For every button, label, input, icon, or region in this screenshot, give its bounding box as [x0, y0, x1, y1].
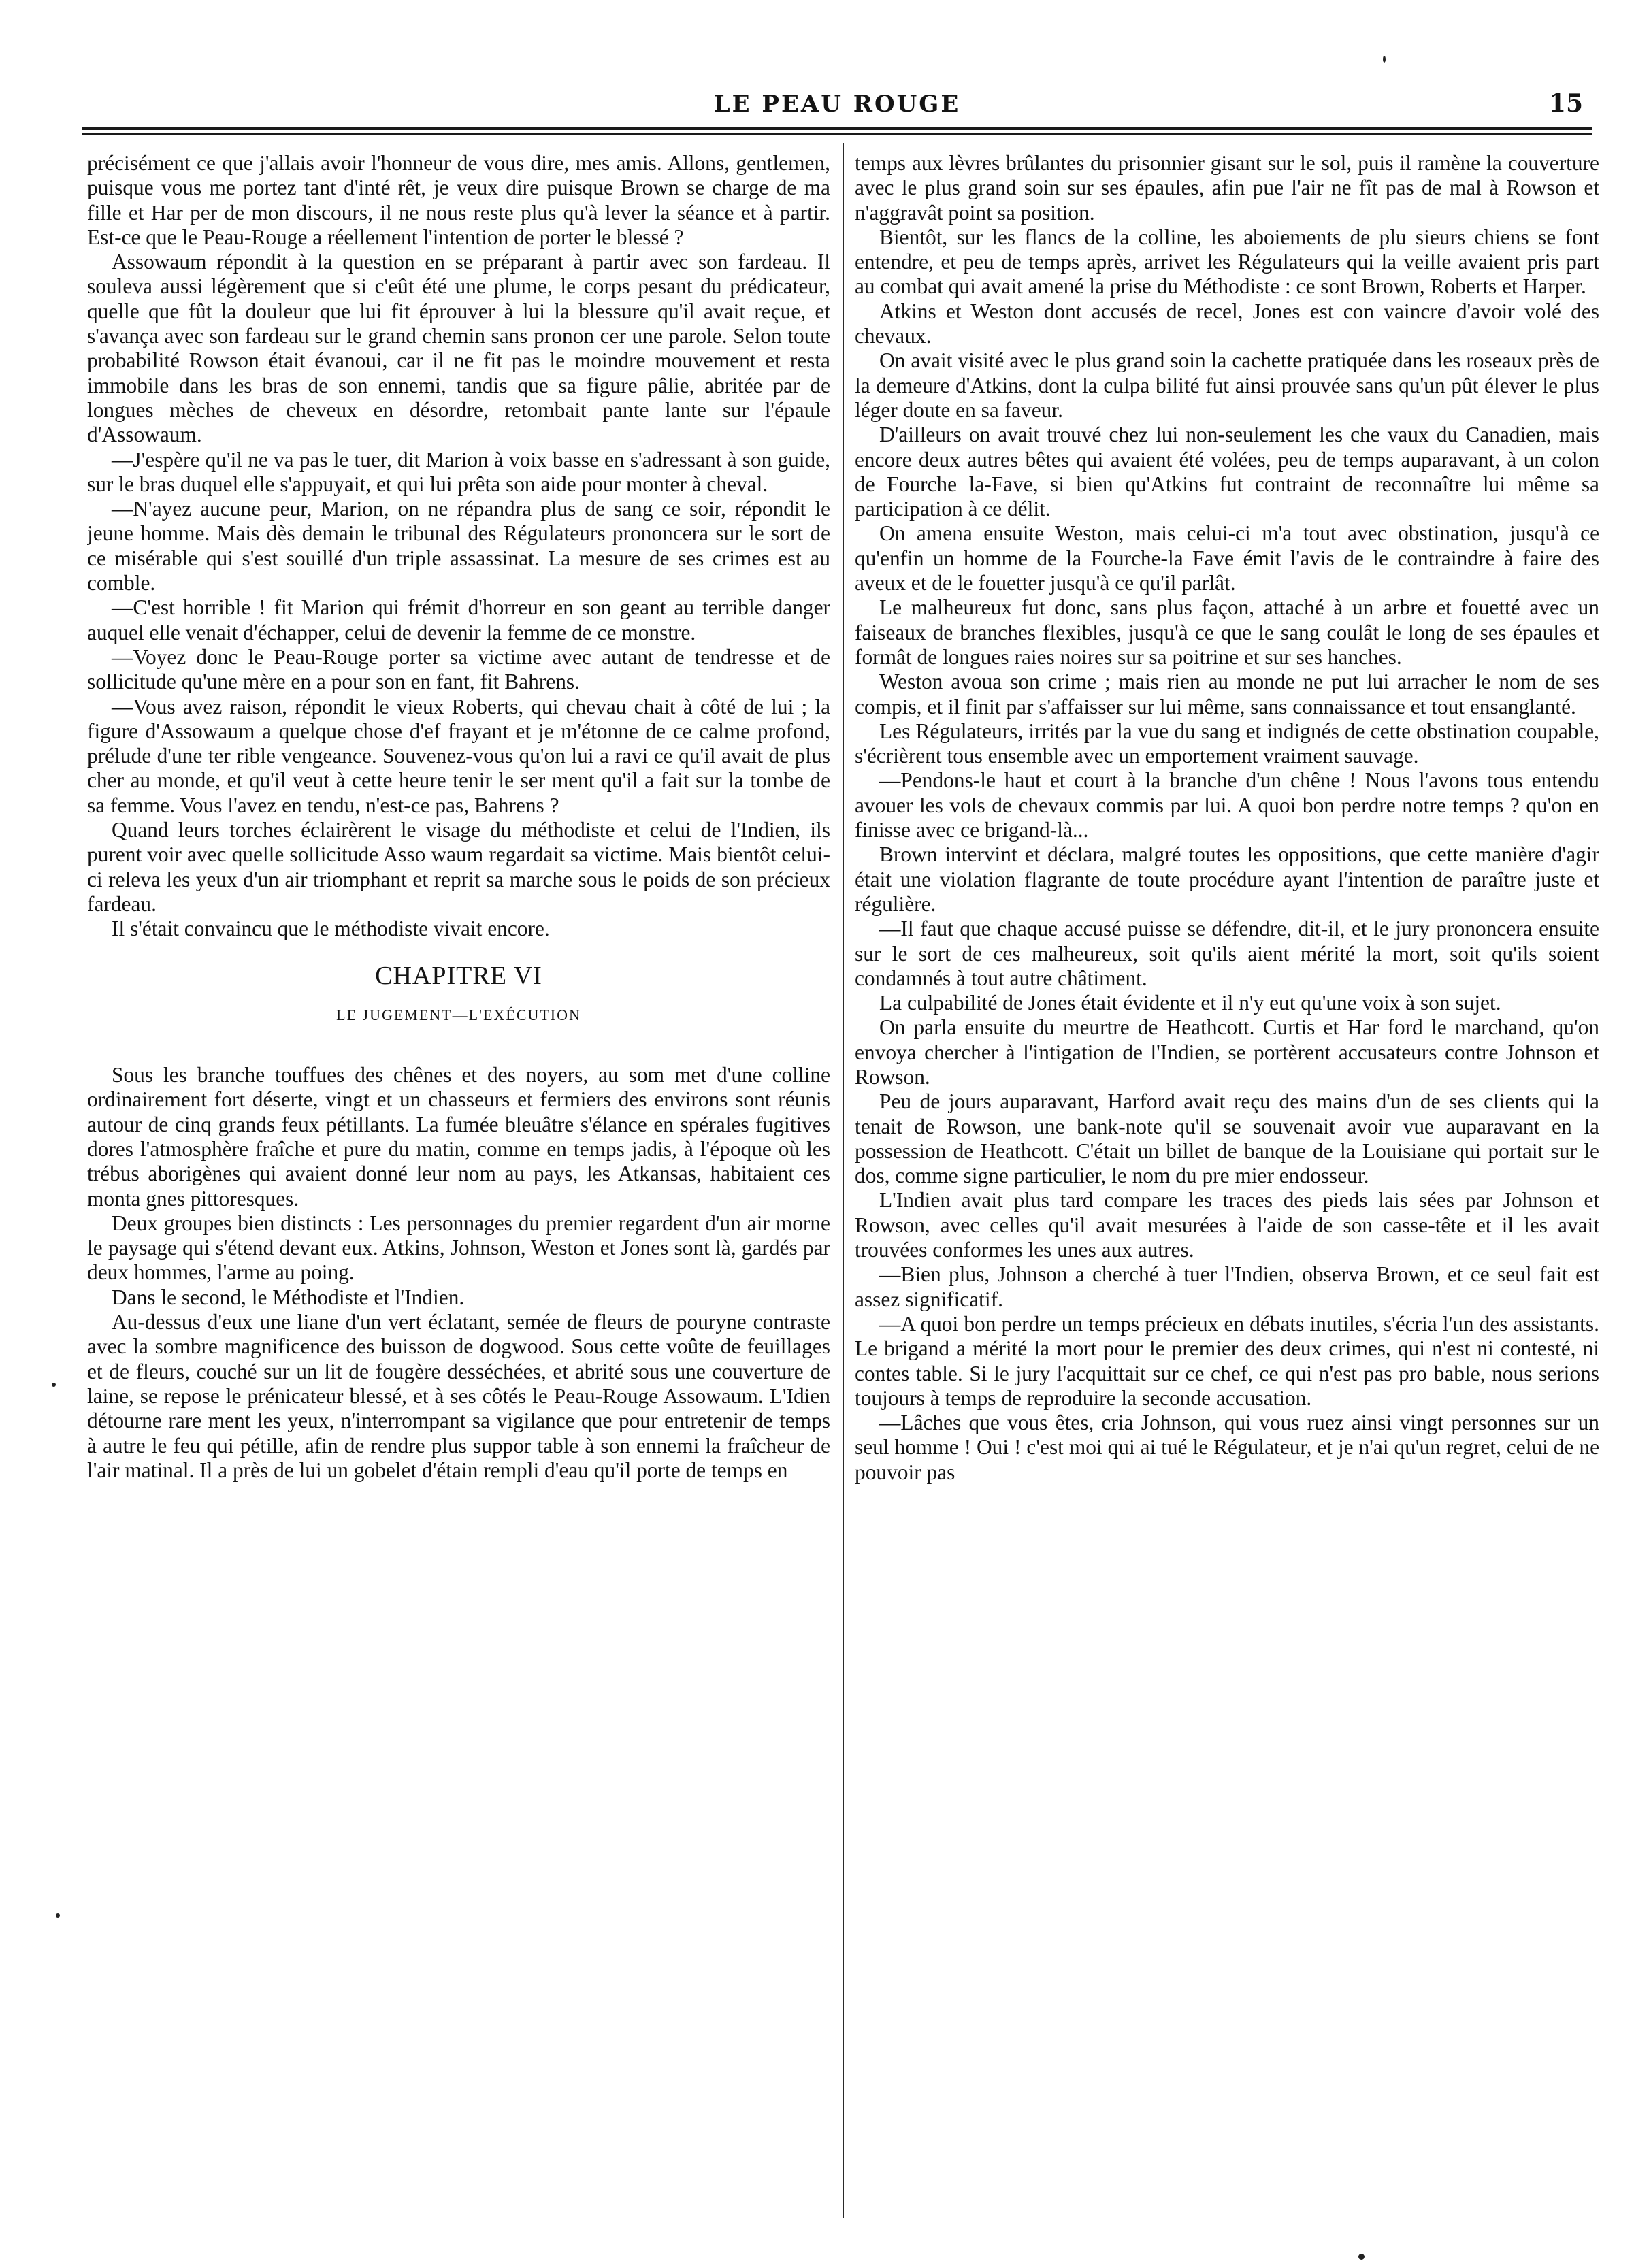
- paragraph: Deux groupes bien distincts : Les personnages du premier regardent d'un air morne le paysage qui s'étend devant eux. Atkins, Johnson, Weston et Jones sont là, gardés par deux hommes, l'arme au poing.: [87, 1211, 830, 1285]
- column-divider: [843, 143, 844, 2218]
- paragraph: Assowaum répondit à la question en se préparant à partir avec son fardeau. Il souleva aussi légèrement que si c'eût été une plume, le corps pesant du prédicateur, quelle que fût la douleur que lui fit éprouver à lui la blessure qu'il avait reçue, et s'avança avec son fardeau sur le grand chemin sans pronon cer une parole. Selon toute probabilité Rowson était évanoui, car il ne fit pas le moindre mouvement et resta immobile dans les bras de son ennemi, tandis que sa figure pâlie, abritée par de longues mèches de cheveux en désordre, retombait pante lante sur l'épaule d'Assowaum.: [87, 250, 830, 447]
- paragraph: —J'espère qu'il ne va pas le tuer, dit Marion à voix basse en s'adressant à son guide, sur le bras duquel elle s'appuyait, et qui lui prêta son aide pour monter à cheval.: [87, 447, 830, 496]
- ink-speck: [1358, 2254, 1365, 2260]
- paragraph: L'Indien avait plus tard compare les traces des pieds lais sées par Johnson et Rowson, avec celles qu'il avait mesurées à l'aide de son casse-tête et il les avait trouvées conformes les unes aux autres.: [855, 1188, 1599, 1262]
- paragraph: Sous les branche touffues des chênes et des noyers, au som met d'une colline ordinairement fort déserte, vingt et un chasseurs et fermiers des environs sont réunis autour de cinq grands feux pétillants. La fumée bleuâtre s'élance en spérales fugitives dores l'atmosphère fraîche et pure du matin, comme en temps jadis, à l'époque où les trébus aborigènes qui avaient donné leur nom au pays, les Atkansas, habitaient ces monta gnes pittoresques.: [87, 1063, 830, 1211]
- paragraph: —Lâches que vous êtes, cria Johnson, qui vous ruez ainsi vingt personnes sur un seul homme ! Oui ! c'est moi qui ai tué le Régulateur, et je n'ai qu'un regret, celui de ne pouvoir pas: [855, 1411, 1599, 1484]
- chapter-title: CHAPITRE VI: [375, 961, 542, 990]
- paragraph: —Vous avez raison, répondit le vieux Roberts, qui chevau chait à côté de lui ; la figure d'Assowaum a quelque chose d'ef frayant et je m'étonne de ce calme profond, prélude d'une ter rible vengeance. Souvenez-vous qu'on lui a ravi ce qu'il avait de plus cher au monde, et qu'il veut à cette heure tenir le ser ment qu'il a fait sur la tombe de sa femme. Vous l'avez en tendu, n'est-ce pas, Bahrens ?: [87, 694, 830, 817]
- left-column: [87, 151, 830, 2230]
- paragraph: La culpabilité de Jones était évidente et il n'y eut qu'une voix à son sujet.: [879, 991, 1501, 1015]
- paragraph: temps aux lèvres brûlantes du prisonnier gisant sur le sol, puis il ramène la couverture avec le plus grand soin sur ses épaules, afin pue l'air ne fît pas de mal à Rowson et n'aggravât point sa position.: [855, 151, 1599, 225]
- chapter-subtitle: LE JUGEMENT—L'EXÉCUTION: [336, 1006, 581, 1023]
- ink-speck: [1383, 56, 1386, 63]
- paragraph: —Voyez donc le Peau-Rouge porter sa victime avec autant de tendresse et de sollicitude qu'une mère en a pour son en fant, fit Bahrens.: [87, 644, 830, 694]
- paragraph: On parla ensuite du meurtre de Heathcott. Curtis et Har ford le marchand, qu'on envoya chercher à l'intigation de l'Indien, se portèrent accusateurs contre Johnson et Rowson.: [855, 1015, 1599, 1089]
- paragraph: Brown intervint et déclara, malgré toutes les oppositions, que cette manière d'agir était une violation flagrante de toute procédure ayant l'intention de paraître juste et régulière.: [855, 842, 1599, 916]
- paragraph: On avait visité avec le plus grand soin la cachette pratiquée dans les roseaux près de la demeure d'Atkins, dont la culpa bilité fut ainsi prouvée sans qu'un pût élever le plus léger doute en sa faveur.: [855, 348, 1599, 422]
- running-title: LE PEAU ROUGE: [713, 91, 961, 118]
- paragraph: Bientôt, sur les flancs de la colline, les aboiements de plu sieurs chiens se font entendre, et peu de temps après, arrivet les Régulateurs qui la veille avaient pris part au combat qui avait amené la prise du Méthodiste : ce sont Brown, Roberts et Harper.: [855, 225, 1599, 299]
- ink-speck: [52, 1383, 56, 1387]
- paragraph: Atkins et Weston dont accusés de recel, Jones est con vaincre d'avoir volé des chevaux.: [855, 299, 1599, 348]
- paragraph: Le malheureux fut donc, sans plus façon, attaché à un arbre et fouetté avec un faiseaux de branches flexibles, jusqu'à ce que le sang coulât le long de ses épaules et formât de longues raies noires sur sa poitrine et sur ses hanches.: [855, 595, 1599, 669]
- paragraph: —N'ayez aucune peur, Marion, on ne répandra plus de sang ce soir, répondit le jeune homme. Mais dès demain le tribunal des Régulateurs prononcera sur le sort de ce misérable qui s'est souillé d'un triple assassinat. La mesure de ses crimes est au comble.: [87, 497, 830, 595]
- paragraph: —Pendons-le haut et court à la branche d'un chêne ! Nous l'avons tous entendu avouer les vols de chevaux commis par lui. A quoi bon perdre notre temps ? qu'on en finisse avec ce brigand-là...: [855, 768, 1599, 842]
- right-column: [855, 151, 1599, 2230]
- paragraph: On amena ensuite Weston, mais celui-ci m'a tout avec obstination, jusqu'à ce qu'enfin un homme de la Fourche-la Fave émit l'avis de le contraindre à faire des aveux et de le fouetter jusqu'à ce qu'il parlât.: [855, 521, 1599, 595]
- paragraph: précisément ce que j'allais avoir l'honneur de vous dire, mes amis. Allons, gentlemen, puisque vous me portez tant d'inté rêt, je veux dire puisque Brown se charge de ma fille et Har per de mon discours, il ne nous reste plus qu'à lever la séance et à partir. Est-ce que le Peau-Rouge a réellement l'intention de porter le blessé ?: [87, 151, 830, 249]
- paragraph: Il s'était convaincu que le méthodiste vivait encore.: [112, 917, 550, 941]
- paragraph: D'ailleurs on avait trouvé chez lui non-seulement les che vaux du Canadien, mais encore deux autres bêtes qui avaient été volées, peu de temps auparavant, à un colon de Fourche la-Fave, si bien qu'Atkins fut contraint de reconnaître lui même sa participation à ce délit.: [855, 423, 1599, 521]
- page-header: [82, 85, 1592, 133]
- paragraph: —Il faut que chaque accusé puisse se défendre, dit-il, et le jury prononcera ensuite sur le sort de ces malheureux, soit qu'ils aient mérité la mort, soit qu'ils soient condamnés à tout autre châtiment.: [855, 917, 1599, 990]
- paragraph: —A quoi bon perdre un temps précieux en débats inutiles, s'écria l'un des assistants. Le brigand a mérité la mort pour le premier des deux crimes, qui n'est ni contesté, ni contes table. Si le jury l'acquittait sur ce chef, ce qui n'est pas pro bable, nous serions toujours à temps de reproduire la seconde accusation.: [855, 1311, 1599, 1410]
- header-rule-thick: [82, 127, 1592, 130]
- paragraph: Quand leurs torches éclairèrent le visage du méthodiste et celui de l'Indien, ils purent voir avec quelle sollicitude Asso waum regardait sa victime. Mais bientôt celui-ci releva les yeux d'un air triomphant et reprit sa marche sous le poids de son précieux fardeau.: [87, 818, 830, 916]
- paragraph: Dans le second, le Méthodiste et l'Indien.: [112, 1285, 465, 1309]
- paragraph: Les Régulateurs, irrités par la vue du sang et indignés de cette obstination coupable, s'écrièrent tous ensemble avec un emportement vraiment sauvage.: [855, 719, 1599, 768]
- paragraph: Peu de jours auparavant, Harford avait reçu des mains d'un de ses clients qui la tenait de Rowson, une bank-note qu'il se souvenait avoir vue auparavant en la possession de Heathcott. C'était un billet de banque de la Louisiane qui portait sur le dos, comme signe particulier, le nom du pre mier endosseur.: [855, 1089, 1599, 1188]
- paragraph: Au-dessus d'eux une liane d'un vert éclatant, semée de fleurs de pouryne contraste avec la sombre magnificence des buisson de dogwood. Sous cette voûte de feuillages et de fleurs, couché sur un lit de fougère desséchées, et abrité sous une couverture de laine, se repose le prénicateur blessé, et à ses côtés le Peau-Rouge Assowaum. L'Idien détourne rare ment les yeux, n'interrompant sa vigilance que pour entretenir de temps à autre le feu qui pétille, afin de rendre plus suppor table à son ennemi la fraîcheur de l'air matinal. Il a près de lui un gobelet d'étain rempli d'eau qu'il porte de temps en: [87, 1310, 830, 1482]
- paragraph: —C'est horrible ! fit Marion qui frémit d'horreur en son geant au terrible danger auquel elle venait d'échapper, celui de devenir la femme de ce monstre.: [87, 595, 830, 644]
- paragraph: Weston avoua son crime ; mais rien au monde ne put lui arracher le nom de ses compis, et il finit par s'affaisser sur lui même, sans connaissance et tout ensanglanté.: [855, 670, 1599, 719]
- paragraph: —Bien plus, Johnson a cherché à tuer l'Indien, observa Brown, et ce seul fait est assez significatif.: [855, 1262, 1599, 1311]
- page-number: 15: [1548, 89, 1583, 118]
- header-rule-thin: [82, 133, 1592, 135]
- ink-speck: [56, 1913, 60, 1918]
